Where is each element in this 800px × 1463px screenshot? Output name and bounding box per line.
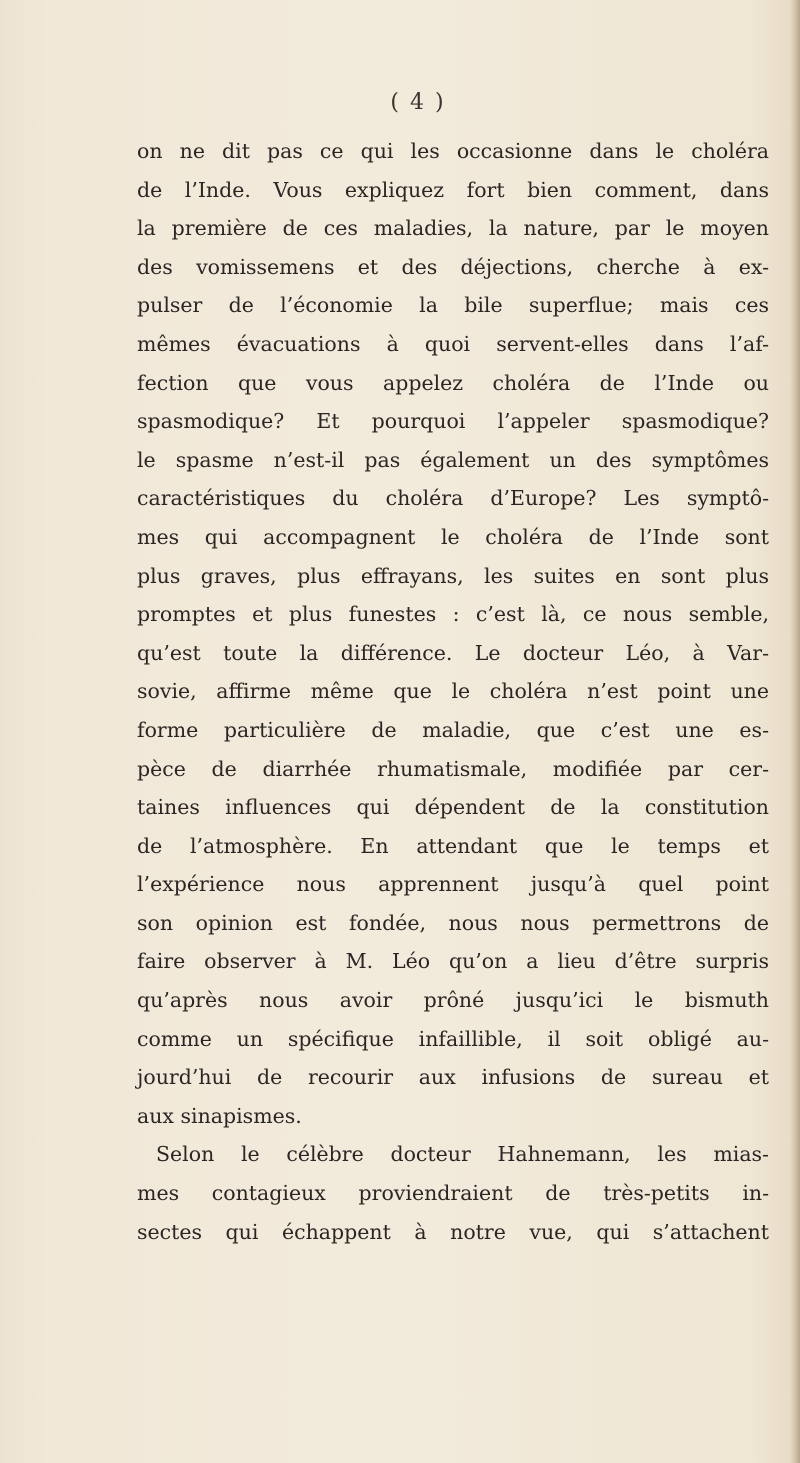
text-line: sectes qui échappent à notre vue, qui s’attachent	[137, 1219, 769, 1244]
text-line: taines influences qui dépendent de la constitution	[137, 795, 769, 820]
text-line: de l’Inde. Vous expliquez fort bien comment, dans	[137, 177, 769, 202]
text-line: faire observer à M. Léo qu’on a lieu d’être surpris	[137, 949, 769, 974]
text-line: pulser de l’économie la bile superflue; mais ces	[137, 293, 769, 318]
text-line: jourd’hui de recourir aux infusions de sureau et	[137, 1065, 769, 1090]
text-line: la première de ces maladies, la nature, par le moyen	[137, 216, 769, 241]
text-line: caractéristiques du choléra d’Europe? Les symptô-	[137, 486, 769, 511]
text-line: comme un spécifique infaillible, il soit obligé au-	[137, 1026, 769, 1051]
text-line: le spasme n’est-il pas également un des symptômes	[137, 447, 769, 472]
text-line: de l’atmosphère. En attendant que le temps et	[137, 833, 769, 858]
text-line: aux sinapismes.	[137, 1103, 302, 1128]
text-line: mes contagieux proviendraient de très-petits in-	[137, 1181, 769, 1206]
text-line: sovie, affirme même que le choléra n’est point une	[137, 679, 769, 704]
text-line: forme particulière de maladie, que c’est une es-	[137, 717, 769, 742]
text-line: son opinion est fondée, nous nous permettrons de	[137, 910, 769, 935]
text-line: qu’après nous avoir prôné jusqu’ici le bismuth	[137, 988, 769, 1013]
page-number: ( 4 )	[390, 90, 446, 115]
body-text	[137, 132, 769, 1251]
text-line: qu’est toute la différence. Le docteur Léo, à Var-	[137, 640, 769, 665]
text-line: plus graves, plus effrayans, les suites en sont plus	[137, 563, 769, 588]
text-line: pèce de diarrhée rhumatismale, modifiée par cer-	[137, 756, 769, 781]
text-line: fection que vous appelez choléra de l’Inde ou	[137, 370, 769, 395]
text-line: on ne dit pas ce qui les occasionne dans le choléra	[137, 139, 769, 163]
page-edge-shadow	[790, 0, 800, 1463]
text-line: Selon le célèbre docteur Hahnemann, les mias-	[156, 1142, 769, 1167]
text-line: des vomissemens et des déjections, cherche à ex-	[137, 254, 769, 279]
text-line: mes qui accompagnent le choléra de l’Inde sont	[137, 524, 769, 549]
text-line: spasmodique? Et pourquoi l’appeler spasmodique?	[137, 409, 769, 434]
text-line: promptes et plus funestes : c’est là, ce nous semble,	[137, 602, 769, 627]
text-line: mêmes évacuations à quoi servent-elles dans l’af-	[137, 331, 769, 356]
text-line: l’expérience nous apprennent jusqu’à quel point	[137, 872, 769, 897]
